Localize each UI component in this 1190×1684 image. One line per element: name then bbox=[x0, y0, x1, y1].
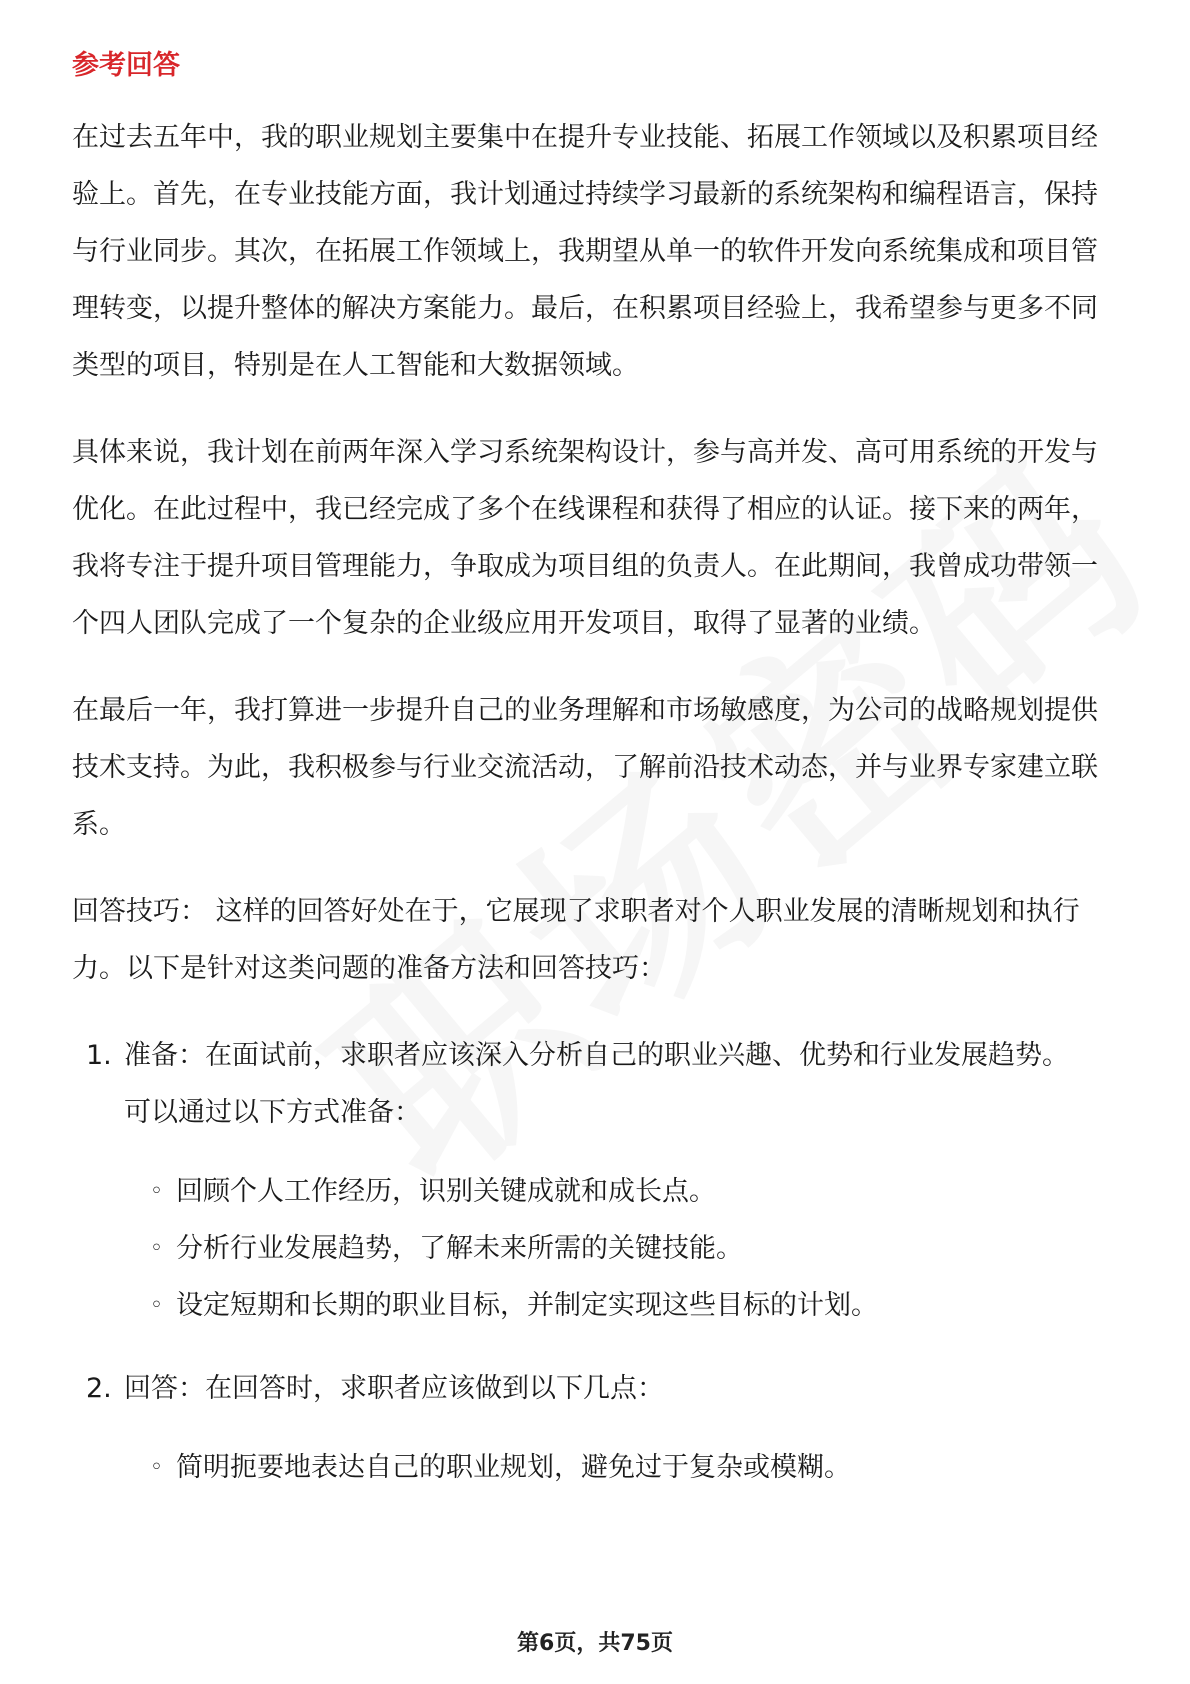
list-number: 2. bbox=[86, 1373, 112, 1405]
bullet-item bbox=[150, 1220, 1118, 1277]
bullet-item bbox=[150, 1439, 1118, 1496]
list-item-text: 准备：在面试前，求职者应该深入分析自己的职业兴趣、优势和行业发展趋势。可以通过以下方式准备： bbox=[124, 1040, 1069, 1129]
paragraph-1: 在过去五年中，我的职业规划主要集中在提升专业技能、拓展工作领域以及积累项目经验上。首先，在专业技能方面，我计划通过持续学习最新的系统架构和编程语言，保持与行业同步。其次，在拓展工作领域上，我期望从单一的软件开发向系统集成和项目管理转变，以提升整体的解决方案能力。最后，在积累项目经验上，我希望参与更多不同类型的项目，特别是在人工智能和大数据领域。 bbox=[72, 122, 1098, 382]
paragraph-2: 具体来说，我计划在前两年深入学习系统架构设计，参与高并发、高可用系统的开发与优化。在此过程中，我已经完成了多个在线课程和获得了相应的认证。接下来的两年，我将专注于提升项目管理能力，争取成为项目组的负责人。在此期间，我曾成功带领一个四人团队完成了一个复杂的企业级应用开发项目，取得了显著的业绩。 bbox=[72, 437, 1098, 640]
bullet-text: 回顾个人工作经历，识别关键成就和成长点。 bbox=[176, 1176, 716, 1208]
bullet-icon: ◦ bbox=[150, 1236, 163, 1262]
bullet-icon: ◦ bbox=[150, 1179, 163, 1205]
bullet-icon: ◦ bbox=[150, 1455, 163, 1481]
list-number: 1. bbox=[86, 1040, 112, 1072]
bullet-item bbox=[150, 1277, 1118, 1334]
bullet-icon: ◦ bbox=[150, 1293, 163, 1319]
bullet-text: 分析行业发展趋势，了解未来所需的关键技能。 bbox=[176, 1233, 743, 1265]
bullet-list bbox=[124, 1163, 1118, 1334]
section-title: 参考回答 bbox=[72, 50, 180, 81]
page-footer: 第6页，共75页 bbox=[517, 1631, 673, 1656]
numbered-list bbox=[72, 1027, 1118, 1496]
paragraph-tips: 回答技巧： 这样的回答好处在于，它展现了求职者对个人职业发展的清晰规划和执行力。以下是针对这类问题的准备方法和回答技巧： bbox=[72, 896, 1080, 985]
bullet-text: 简明扼要地表达自己的职业规划，避免过于复杂或模糊。 bbox=[176, 1452, 851, 1484]
document-page bbox=[72, 48, 1118, 1522]
bullet-item bbox=[150, 1163, 1118, 1220]
list-item-1 bbox=[72, 1027, 1118, 1334]
bullet-list bbox=[124, 1439, 1118, 1496]
paragraph-3: 在最后一年，我打算进一步提升自己的业务理解和市场敏感度，为公司的战略规划提供技术支持。为此，我积极参与行业交流活动，了解前沿技术动态，并与业界专家建立联系。 bbox=[72, 695, 1098, 841]
bullet-text: 设定短期和长期的职业目标，并制定实现这些目标的计划。 bbox=[176, 1290, 878, 1322]
list-item-text: 回答：在回答时，求职者应该做到以下几点： bbox=[124, 1373, 664, 1405]
list-item-2 bbox=[72, 1360, 1118, 1496]
